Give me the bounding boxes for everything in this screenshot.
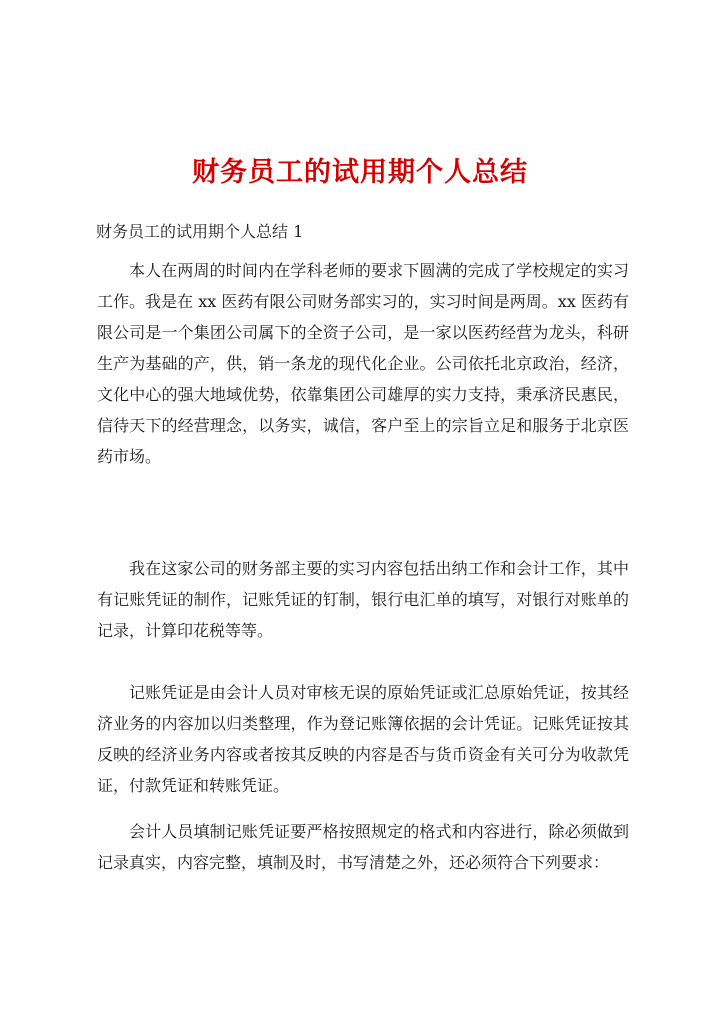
paragraph: 记账凭证是由会计人员对审核无误的原始凭证或汇总原始凭证，按其经济业务的内容加以归类整理，作为登记账簿依据的会计凭证。记账凭证按其反映的经济业务内容或者按其反映的内容是否与货币资金有关可分为收款凭证，付款凭证和转账凭证。 [97, 683, 629, 795]
document-title: 财务员工的试用期个人总结 [192, 157, 528, 188]
paragraph: 我在这家公司的财务部主要的实习内容包括出纳工作和会计工作，其中有记账凭证的制作，记账凭证的钉制，银行电汇单的填写，对银行对账单的记录，计算印花税等等。 [97, 559, 629, 640]
document-subtitle: 财务员工的试用期个人总结 1 [96, 222, 304, 241]
paragraph: 会计人员填制记账凭证要严格按照规定的格式和内容进行，除必须做到记录真实，内容完整，填制及时，书写清楚之外，还必须符合下列要求： [97, 822, 629, 872]
paragraph: 本人在两周的时间内在学科老师的要求下圆满的完成了学校规定的实习工作。我是在 xx 医药有限公司财务部实习的，实习时间是两周。xx 医药有限公司是一个集团公司属下的全资子公司，是一家以医药经营为龙头，科研生产为基础的产，供，销一条龙的现代化企业。公司依托北京政治，经济，文化中心的强大地域优势，依靠集团公司雄厚的实力支持，秉承济民惠民，信待天下的经营理念，以务实，诚信，客户至上的宗旨立足和服务于北京医药市场。 [97, 261, 629, 466]
